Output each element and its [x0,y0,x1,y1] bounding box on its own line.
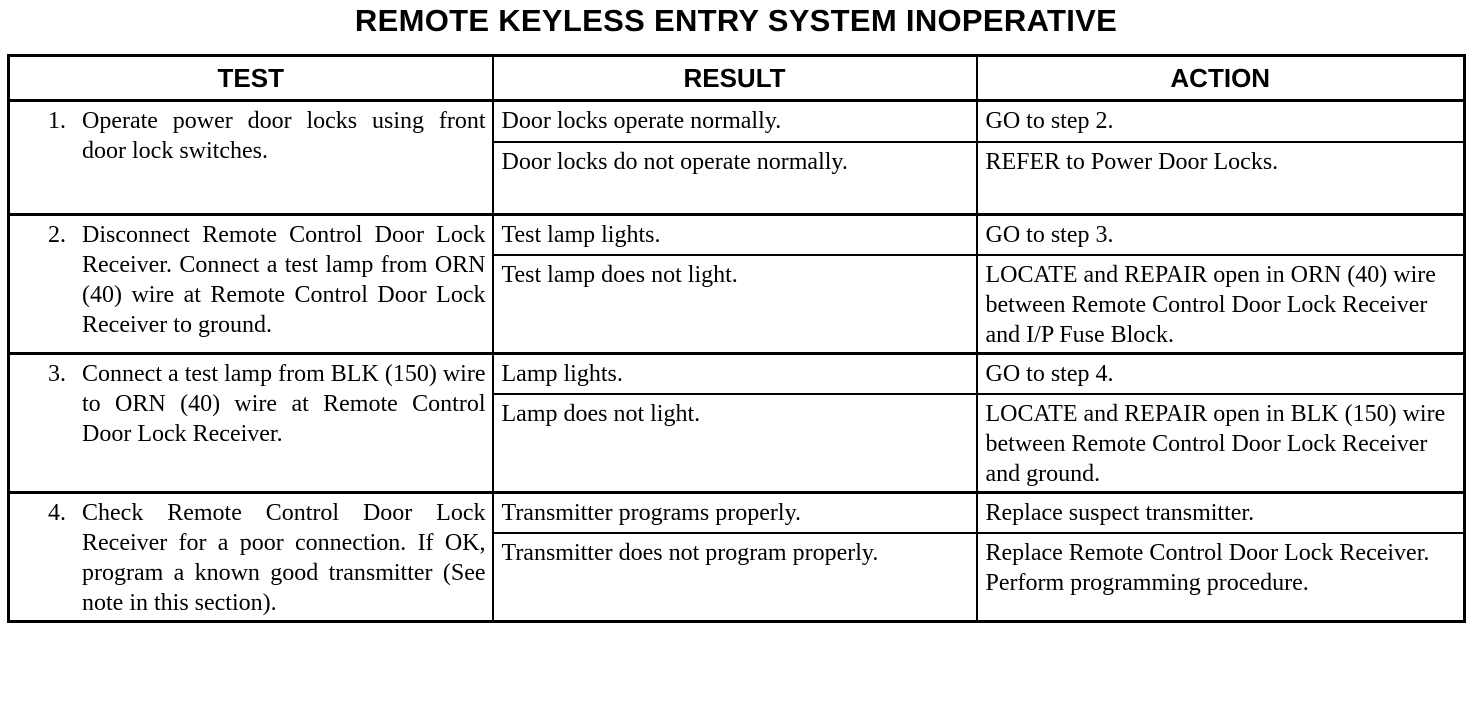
step-test-text: Check Remote Control Door Lock Receiver for a poor connection. If OK, program a known good transmitter (See note in this section). [82,500,486,616]
action-cell: GO to step 4. [977,354,1465,395]
result-cell: Test lamp lights. [493,215,977,256]
header-action: ACTION [977,56,1465,101]
step-number: 1. [48,108,66,134]
result-cell: Door locks do not operate normally. [493,142,977,215]
step-number: 3. [48,361,66,387]
action-cell: GO to step 2. [977,101,1465,143]
action-cell: LOCATE and REPAIR open in BLK (150) wire between Remote Control Door Lock Receiver and ground. [977,394,1465,493]
result-cell: Transmitter does not program properly. [493,533,977,622]
table-row [9,101,1465,143]
result-cell: Test lamp does not light. [493,255,977,354]
table-row [9,493,1465,534]
result-cell: Lamp does not light. [493,394,977,493]
test-step-2 [9,215,493,354]
action-cell: Replace Remote Control Door Lock Receiver. Perform programming procedure. [977,533,1465,622]
test-step-3 [9,354,493,493]
header-test: TEST [9,56,493,101]
header-row [9,56,1465,101]
test-step-4 [9,493,493,622]
step-number: 4. [48,500,66,526]
table-row [9,354,1465,395]
header-result: RESULT [493,56,977,101]
step-test-text: Operate power door locks using front door lock switches. [82,108,486,164]
diagnostic-table [7,54,1466,623]
step-number: 2. [48,222,66,248]
action-cell: LOCATE and REPAIR open in ORN (40) wire between Remote Control Door Lock Receiver and I/P Fuse Block. [977,255,1465,354]
step-test-text: Connect a test lamp from BLK (150) wire to ORN (40) wire at Remote Control Door Lock Receiver. [82,361,486,447]
step-test-text: Disconnect Remote Control Door Lock Receiver. Connect a test lamp from ORN (40) wire at Remote Control Door Lock Receiver to ground. [82,222,486,338]
test-step-1 [9,101,493,215]
table-row [9,215,1465,256]
action-cell: GO to step 3. [977,215,1465,256]
action-cell: Replace suspect transmitter. [977,493,1465,534]
result-cell: Lamp lights. [493,354,977,395]
result-cell: Transmitter programs properly. [493,493,977,534]
result-cell: Door locks operate normally. [493,101,977,143]
action-cell: REFER to Power Door Locks. [977,142,1465,215]
page-title: REMOTE KEYLESS ENTRY SYSTEM INOPERATIVE [354,3,1118,38]
